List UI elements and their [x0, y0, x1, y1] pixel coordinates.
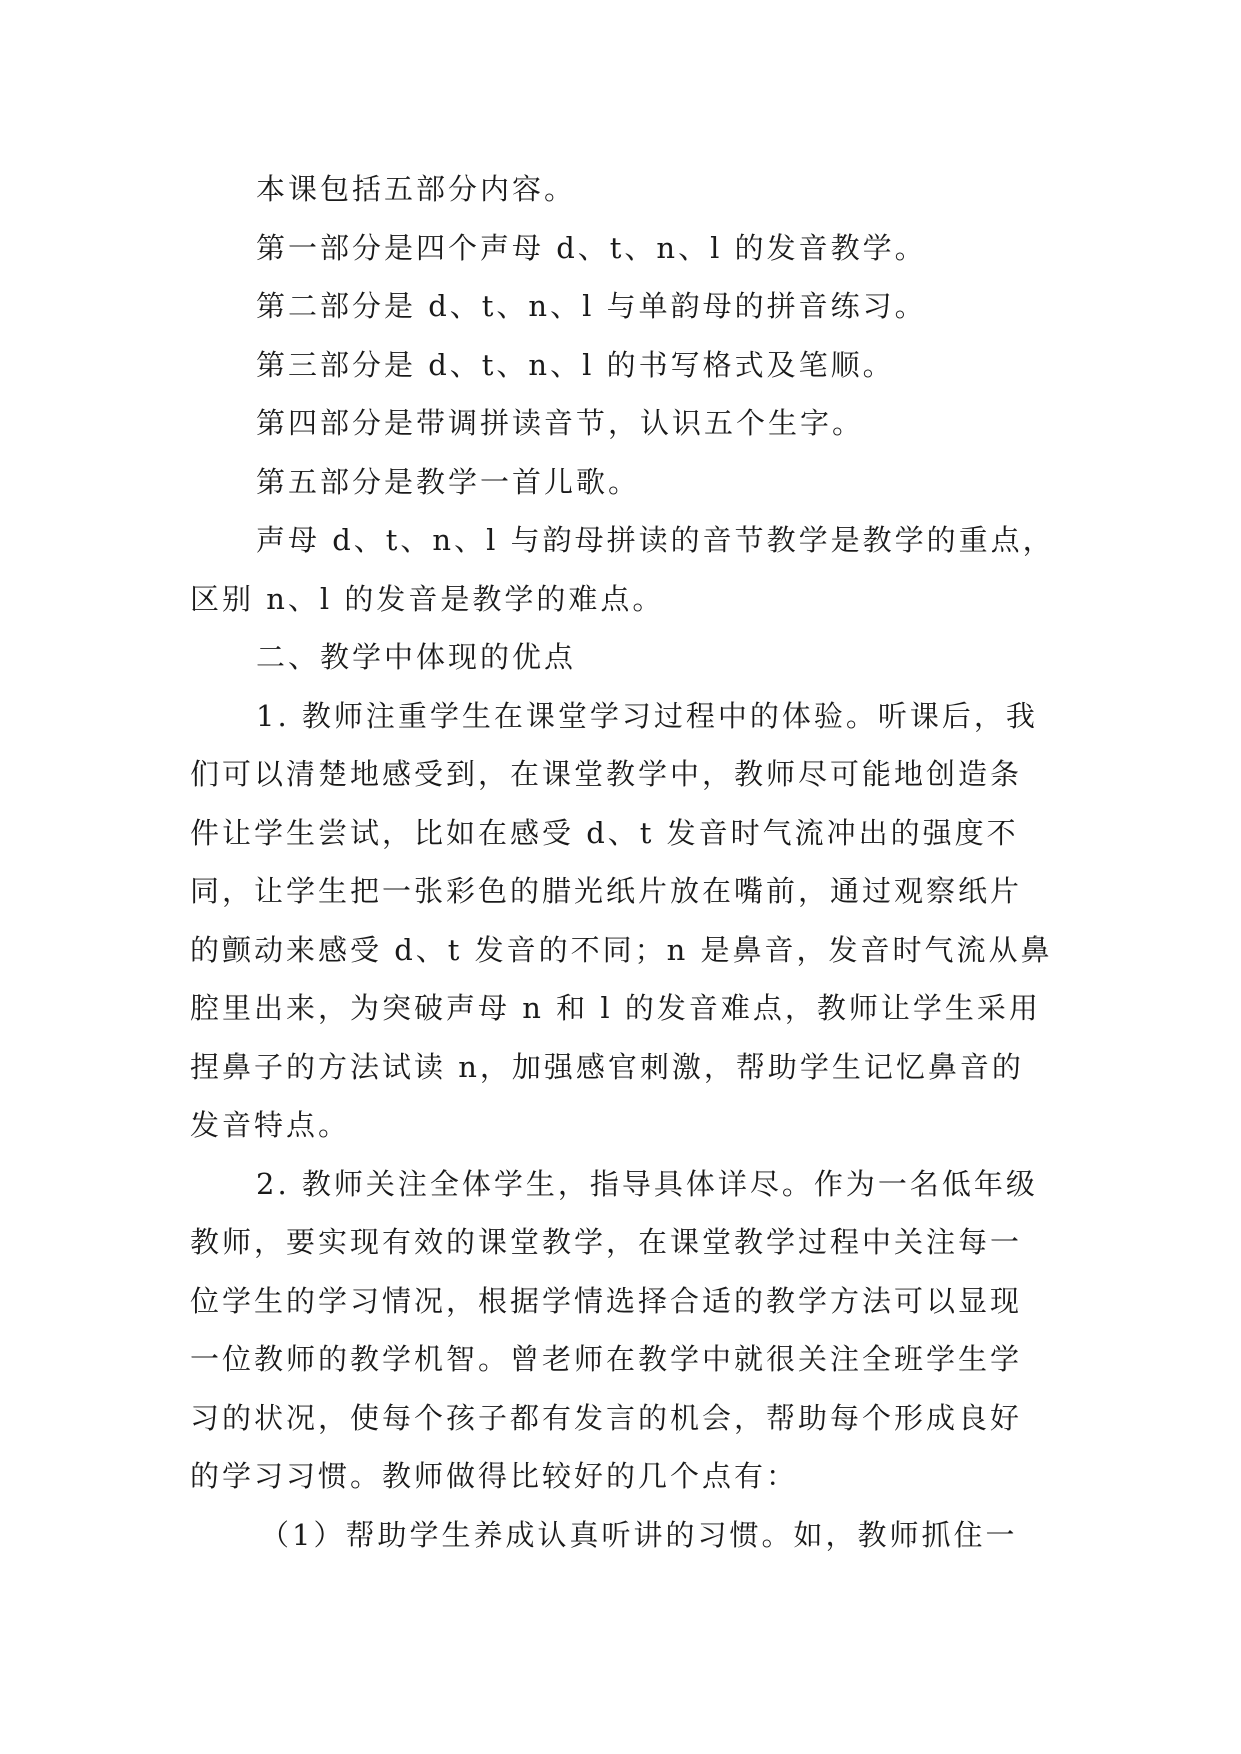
- paragraph-line: 第三部分是 d、t、n、l 的书写格式及笔顺。: [256, 347, 895, 382]
- paragraph-line: 同，让学生把一张彩色的腊光纸片放在嘴前，通过观察纸片: [190, 874, 1023, 908]
- paragraph-line: 的颤动来感受 d、t 发音的不同；n 是鼻音，发音时气流从鼻: [190, 932, 1053, 967]
- section-heading: 二、教学中体现的优点: [256, 640, 577, 674]
- paragraph-line: 声母 d、t、n、l 与韵母拼读的音节教学是教学的重点，: [256, 523, 1055, 557]
- paragraph-line: 位学生的学习情况，根据学情选择合适的教学方法可以显现: [190, 1283, 1023, 1318]
- document-body: [190, 160, 1055, 1564]
- paragraph-line: 2. 教师关注全体学生，指导具体详尽。作为一名低年级: [256, 1166, 1038, 1201]
- paragraph-line: 教师，要实现有效的课堂教学，在课堂教学过程中关注每一: [190, 1225, 1023, 1259]
- paragraph-line: 件让学生尝试，比如在感受 d、t 发音时气流冲出的强度不: [190, 815, 1019, 850]
- paragraph-line: 第四部分是带调拼读音节，认识五个生字。: [256, 406, 865, 440]
- paragraph-line: 的学习习惯。教师做得比较好的几个点有：: [190, 1459, 799, 1493]
- paragraph-line: （1）帮助学生养成认真听讲的习惯。如，教师抓住一: [260, 1517, 1018, 1552]
- paragraph-line: 本课包括五部分内容。: [256, 172, 577, 206]
- paragraph-line: 发音特点。: [190, 1108, 351, 1142]
- paragraph-line: 腔里出来，为突破声母 n 和 l 的发音难点，教师让学生采用: [190, 991, 1041, 1025]
- paragraph-line: 区别 n、l 的发音是教学的难点。: [190, 581, 665, 616]
- paragraph-line: 一位教师的教学机智。曾老师在教学中就很关注全班学生学: [190, 1342, 1023, 1376]
- paragraph-line: 第二部分是 d、t、n、l 与单韵母的拼音练习。: [256, 289, 927, 323]
- paragraph-line: 捏鼻子的方法试读 n，加强感官刺激，帮助学生记忆鼻音的: [190, 1049, 1024, 1084]
- paragraph-line: 第五部分是教学一首儿歌。: [256, 464, 641, 499]
- paragraph-line: 第一部分是四个声母 d、t、n、l 的发音教学。: [256, 230, 927, 265]
- paragraph-line: 习的状况，使每个孩子都有发言的机会，帮助每个形成良好: [190, 1400, 1023, 1435]
- paragraph-line: 们可以清楚地感受到，在课堂教学中，教师尽可能地创造条: [190, 757, 1023, 791]
- paragraph-line: 1. 教师注重学生在课堂学习过程中的体验。听课后，我: [256, 698, 1038, 733]
